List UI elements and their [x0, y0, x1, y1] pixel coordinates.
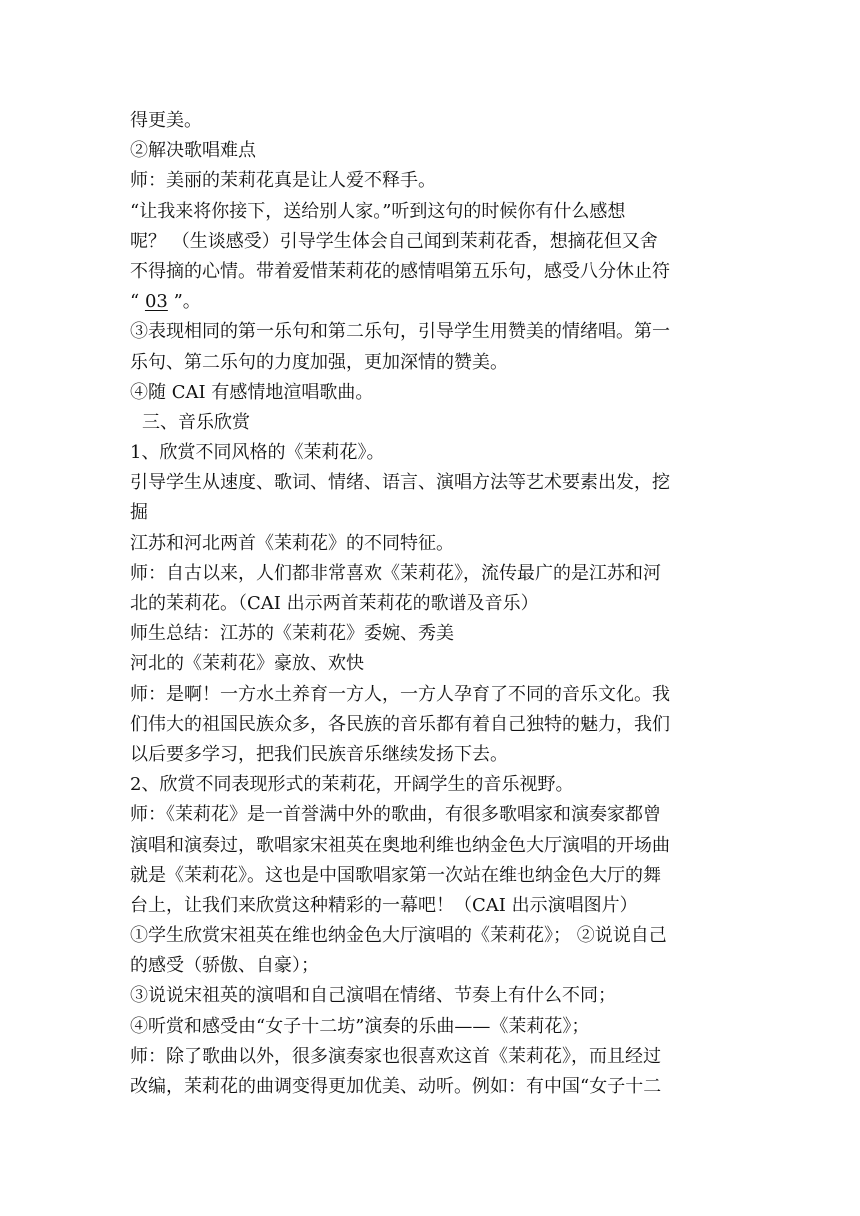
- text-line: ④随 CAI 有感情地渲唱歌曲。: [130, 381, 374, 403]
- text-line: 的感受（骄傲、自豪）；: [130, 955, 319, 977]
- text-line: ②解决歌唱难点: [130, 140, 256, 162]
- text-line: 演唱和演奏过，歌唱家宋祖英在奥地利维也纳金色大厅演唱的开场曲: [130, 834, 670, 856]
- document-body: [130, 106, 735, 1102]
- text-line: ③说说宋祖英的演唱和自己演唱在情绪、节奏上有什么不同；: [130, 985, 616, 1007]
- text-line-rest-notation: [130, 287, 735, 317]
- text-line: 得更美。: [130, 110, 202, 131]
- text-line: 河北的《茉莉花》豪放、欢快: [130, 653, 364, 675]
- rest-notation-03: 03: [144, 291, 168, 313]
- subsection-heading: 2、欣赏不同表现形式的茉莉花，开阔学生的音乐视野。: [130, 774, 574, 796]
- text-line: 北的茉莉花。（CAI 出示两首茉莉花的歌谱及音乐）: [130, 593, 539, 614]
- text-line: 江苏和河北两首《茉莉花》的不同特征。: [130, 532, 454, 554]
- quote-close: ”。: [167, 291, 201, 313]
- text-line: 改编，茉莉花的曲调变得更加优美、动听。例如：有中国“女子十二: [130, 1076, 662, 1097]
- text-line: 师：《茉莉花》是一首誉满中外的歌曲，有很多歌唱家和演奏家都曾: [130, 804, 661, 826]
- text-line: 引导学生从速度、歌词、情绪、语言、演唱方法等艺术要素出发，挖: [130, 472, 670, 494]
- text-line: ①学生欣赏宋祖英在维也纳金色大厅演唱的《茉莉花》； ②说说自己: [130, 925, 667, 947]
- text-line: “让我来将你接下，送给别人家。”听到这句的时候你有什么感想: [130, 200, 626, 222]
- quote-open: “: [130, 291, 145, 313]
- text-line: 师：自古以来，人们都非常喜欢《茉莉花》，流传最广的是江苏和河: [130, 562, 661, 584]
- text-line: 师：除了歌曲以外，很多演奏家也很喜欢这首《茉莉花》，而且经过: [130, 1045, 661, 1067]
- text-line: 们伟大的祖国民族众多，各民族的音乐都有着自己独特的魅力，我们: [130, 713, 670, 735]
- text-line: 师生总结：江苏的《茉莉花》委婉、秀美: [130, 623, 454, 645]
- text-line: 不得摘的心情。带着爱惜茉莉花的感情唱第五乐句，感受八分休止符: [130, 260, 670, 282]
- text-line: 呢？ （生谈感受）引导学生体会自己闻到茉莉花香，想摘花但又舍: [130, 230, 658, 252]
- text-line: ③表现相同的第一乐句和第二乐句，引导学生用赞美的情绪唱。第一: [130, 321, 670, 343]
- text-line: 乐句、第二乐句的力度加强，更加深情的赞美。: [130, 351, 508, 373]
- text-line: 就是《茉莉花》。这也是中国歌唱家第一次站在维也纳金色大厅的舞: [130, 864, 661, 886]
- text-line: ④听赏和感受由“女子十二坊”演奏的乐曲——《茉莉花》；: [130, 1015, 590, 1037]
- subsection-heading: 1、欣赏不同风格的《茉莉花》。: [130, 442, 385, 464]
- text-line: 台上，让我们来欣赏这种精彩的一幕吧！（CAI 出示演唱图片）: [130, 894, 638, 916]
- section-heading: 三、音乐欣赏: [142, 411, 250, 433]
- text-line: 师：美丽的茉莉花真是让人爱不释手。: [130, 170, 436, 192]
- text-line: 掘: [130, 502, 148, 524]
- text-line: 以后要多学习，把我们民族音乐继续发扬下去。: [130, 743, 508, 765]
- text-line: 师：是啊！一方水土养育一方人，一方人孕育了不同的音乐文化。我: [130, 683, 670, 705]
